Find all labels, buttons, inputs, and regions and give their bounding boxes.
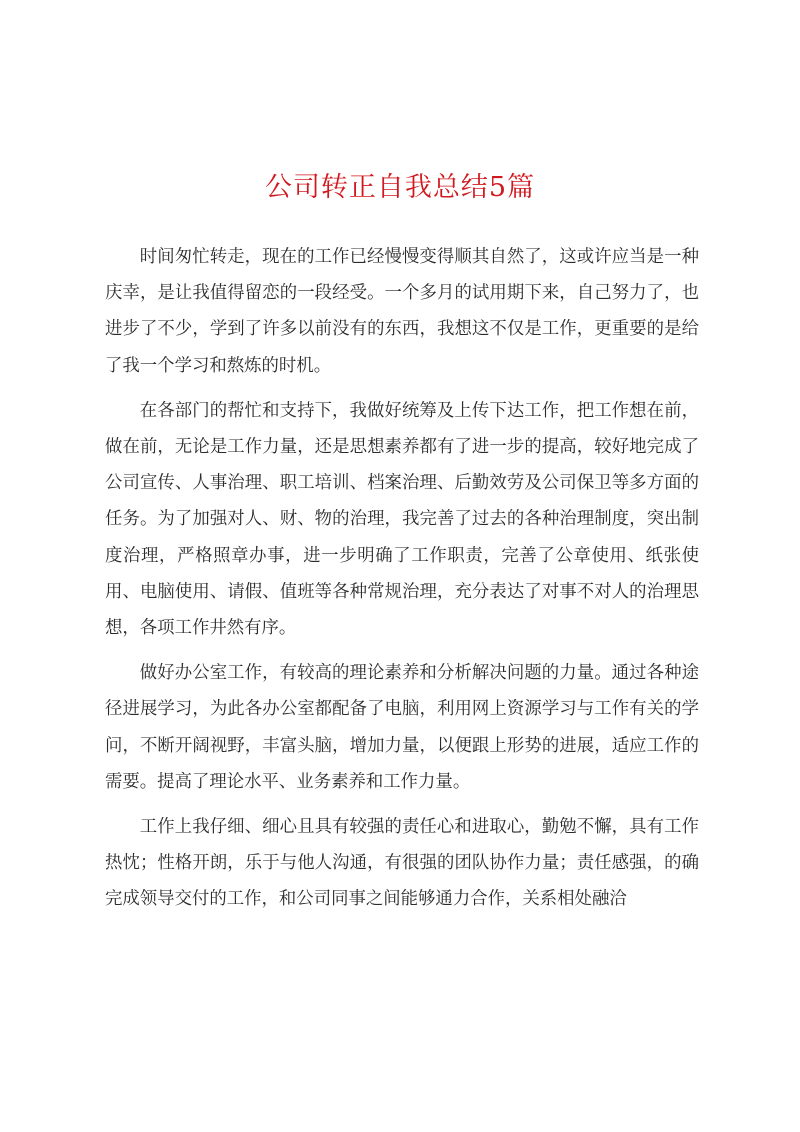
document-title: 公司转正自我总结5篇 <box>264 172 536 203</box>
paragraph-4: 工作上我仔细、细心且具有较强的责任心和进取心，勤勉不懈，具有工作热忱；性格开朗，乐于与他人沟通，有很强的团队协作力量；责任感强，的确完成领导交付的工作，和公司同事之间能够通力合作，关系相处融洽 <box>105 817 699 910</box>
paragraph-1: 时间匆忙转走，现在的工作已经慢慢变得顺其自然了，这或许应当是一种庆幸，是让我值得留恋的一段经受。一个多月的试用期下来，自己努力了，也进步了不少，学到了许多以前没有的东西，我想这不仅是工作，更重要的是给了我一个学习和熬炼的时机。 <box>105 247 699 376</box>
paragraph-3: 做好办公室工作，有较高的理论素养和分析解决问题的力量。通过各种途径进展学习，为此各办公室都配备了电脑，利用网上资源学习与工作有关的学问，不断开阔视野，丰富头脑，增加力量，以便跟上形势的进展，适应工作的需要。提高了理论水平、业务素养和工作力量。 <box>105 663 699 792</box>
document-body <box>105 239 699 927</box>
paragraph-2: 在各部门的帮忙和支持下，我做好统筹及上传下达工作，把工作想在前，做在前，无论是工作力量，还是思想素养都有了进一步的提高，较好地完成了公司宣传、人事治理、职工培训、档案治理、后勤效劳及公司保卫等多方面的任务。为了加强对人、财、物的治理，我完善了过去的各种治理制度，突出制度治理，严格照章办事，进一步明确了工作职责，完善了公章使用、纸张使用、电脑使用、请假、值班等各种常规治理，充分表达了对事不对人的治理思想，各项工作井然有序。 <box>105 400 699 639</box>
